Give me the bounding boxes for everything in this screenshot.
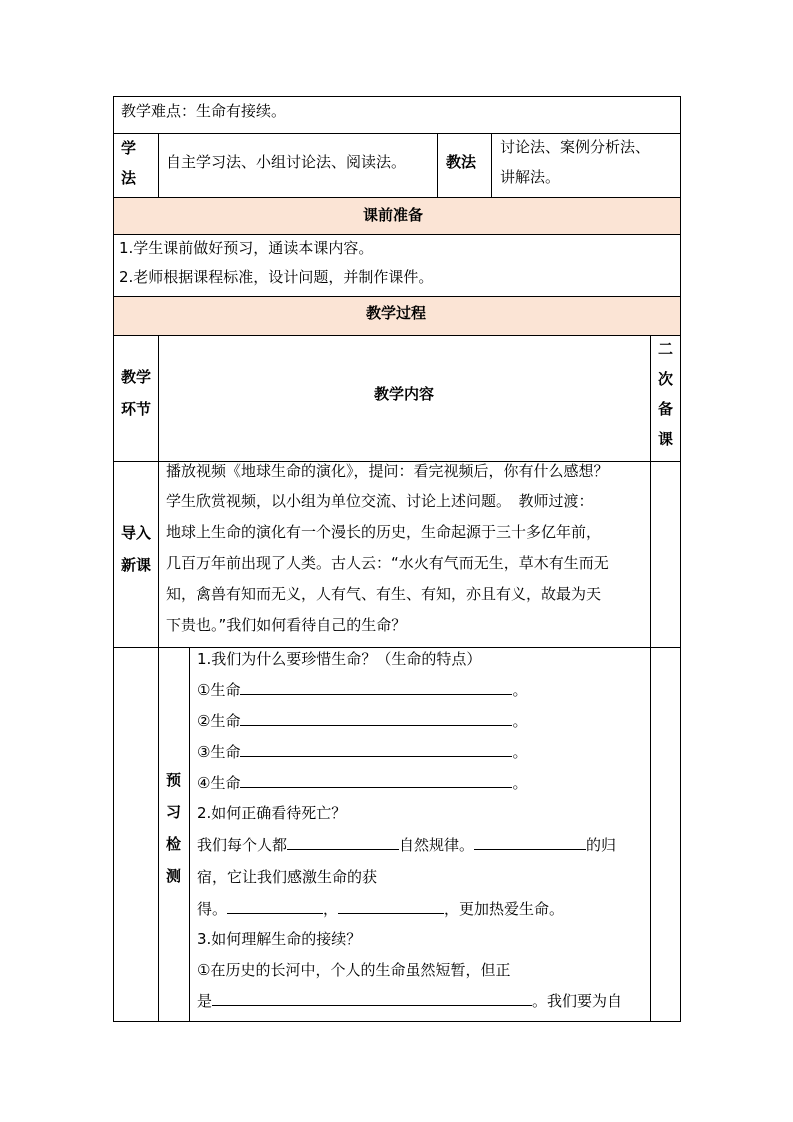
answer-line-3 (197, 742, 527, 762)
study-method-value: 自主学习法、小组讨论法、阅读法。 (166, 153, 407, 171)
second-prep-header-3: 备 (658, 400, 674, 418)
prep-heading: 课前准备 (363, 206, 424, 224)
intro-label-1: 导入 (121, 524, 152, 542)
q3-line-2 (197, 991, 622, 1011)
q3-text-c: 。我们要为自 (532, 992, 623, 1010)
q3-blank-1[interactable] (212, 991, 532, 1006)
q2-text-g: ，更加热爱生命。 (444, 900, 565, 918)
process-heading: 教学过程 (366, 304, 427, 322)
q2-text-f: ， (323, 900, 339, 918)
teaching-difficulty: 教学难点：生命有接续。 (121, 102, 287, 120)
question-2: 2.如何正确看待死亡？ (197, 804, 347, 822)
intro-line-4: 几百万年前出现了人类。古人云：“水火有气而无生，草木有生而无 (166, 554, 609, 572)
answer-line-4 (197, 773, 527, 793)
answer-end-4: 。 (512, 774, 528, 792)
q2-text-a: 我们每个人都 (197, 836, 288, 854)
intro-line-3: 地球上生命的演化有一个漫长的历史，生命起源于三十多亿年前， (166, 523, 602, 541)
preview-label-2: 习 (166, 803, 182, 821)
answer-end-3: 。 (512, 743, 528, 761)
prep-line-2: 2.老师根据课程标准，设计问题，并制作课件。 (119, 268, 434, 286)
content-header: 教学内容 (374, 385, 435, 403)
q2-text-c: 的归 (586, 836, 617, 854)
prep-line-1: 1.学生课前做好预习，通读本课内容。 (119, 239, 374, 257)
answer-blank-3[interactable] (240, 742, 512, 757)
preview-label-3: 检 (166, 835, 182, 853)
q2-line-1 (197, 835, 616, 855)
answer-prefix-3: ③生命 (197, 743, 241, 761)
second-prep-header-2: 次 (658, 370, 674, 388)
answer-blank-1[interactable] (240, 680, 512, 695)
intro-line-1: 播放视频《地球生命的演化》，提问：看完视频后，你有什么感想？ (166, 462, 609, 480)
study-method-label-1: 学 (121, 139, 137, 157)
answer-blank-2[interactable] (240, 711, 512, 726)
answer-end-2: 。 (512, 712, 528, 730)
answer-end-1: 。 (512, 681, 528, 699)
stage-header-1: 教学 (121, 368, 152, 386)
answer-blank-4[interactable] (240, 773, 512, 788)
preview-label-1: 预 (166, 771, 182, 789)
q2-blank-3[interactable] (227, 899, 323, 914)
q3-text-b: 是 (197, 992, 213, 1010)
teach-method-label: 教法 (446, 153, 477, 171)
answer-line-2 (197, 711, 527, 731)
answer-line-1 (197, 680, 527, 700)
stage-header-2: 环节 (121, 400, 152, 418)
answer-prefix-4: ④生命 (197, 774, 241, 792)
study-method-label-2: 法 (121, 169, 137, 187)
intro-line-2: 学生欣赏视频，以小组为单位交流、讨论上述问题。 教师过渡： (166, 492, 594, 510)
q2-line-2: 宿，它让我们感激生命的获 (197, 868, 378, 886)
teach-method-value-1: 讨论法、案例分析法、 (500, 138, 651, 156)
q3-line-1: ①在历史的长河中，个人的生命虽然短暂，但正 (197, 961, 511, 979)
q2-line-3 (197, 899, 564, 919)
second-prep-header-4: 课 (658, 430, 674, 448)
q2-blank-1[interactable] (287, 835, 399, 850)
answer-prefix-1: ①生命 (197, 681, 241, 699)
intro-line-6: 下贵也。”我们如何看待自己的生命？ (166, 616, 407, 634)
q2-blank-2[interactable] (474, 835, 586, 850)
preview-label-4: 测 (166, 867, 182, 885)
intro-line-5: 知，禽兽有知而无义，人有气、有生、有知，亦且有义，故最为天 (166, 585, 602, 603)
q2-blank-4[interactable] (338, 899, 444, 914)
q2-text-b: 自然规律。 (399, 836, 475, 854)
question-1: 1.我们为什么要珍惜生命？（生命的特点） (197, 650, 482, 668)
question-3: 3.如何理解生命的接续？ (197, 930, 362, 948)
teach-method-value-2: 讲解法。 (500, 168, 561, 186)
intro-label-2: 新课 (121, 556, 152, 574)
answer-prefix-2: ②生命 (197, 712, 241, 730)
second-prep-header-1: 二 (658, 340, 674, 358)
q2-text-e: 得。 (197, 900, 228, 918)
